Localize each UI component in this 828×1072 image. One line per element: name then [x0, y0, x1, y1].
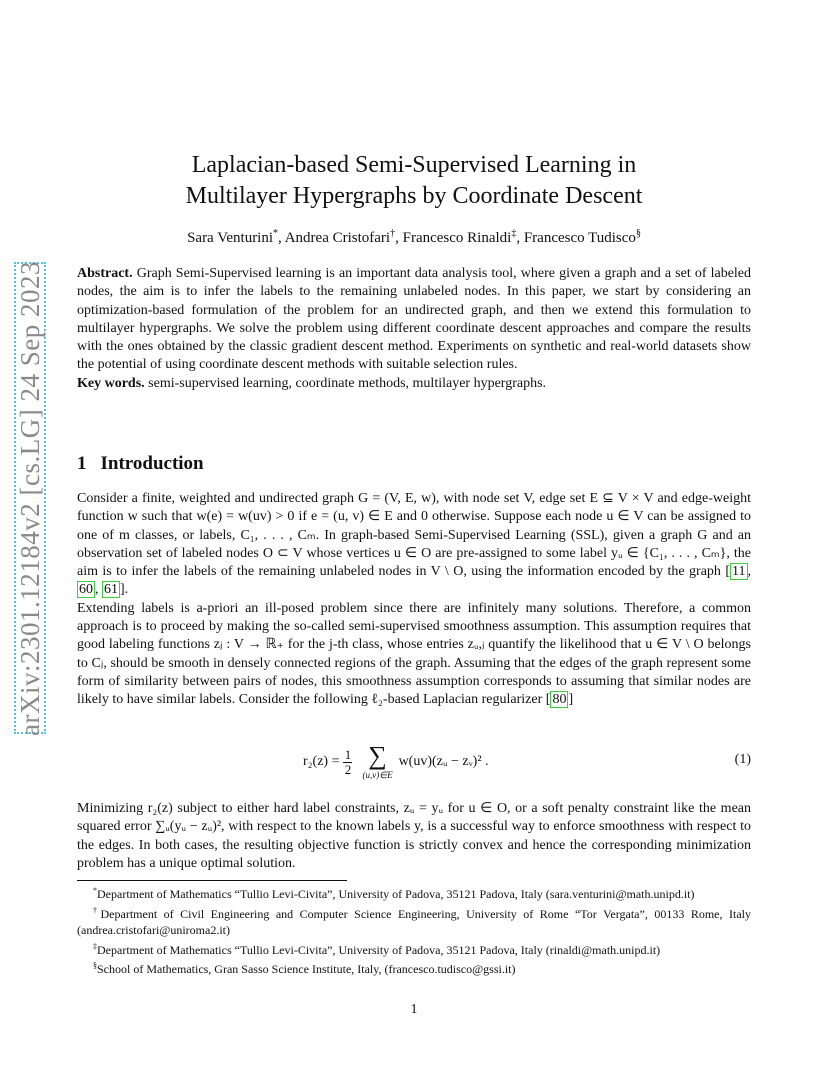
- footnote-3: [77, 939, 751, 959]
- footnote-3-mark: ‡: [93, 941, 97, 951]
- sigma-symbol: ∑: [368, 741, 387, 770]
- equation-body: [303, 741, 489, 780]
- author-2: Andrea Cristofari: [284, 230, 391, 246]
- footnote-4-text: School of Mathematics, Gran Sasso Science Institute, Italy, (francesco.tudisco@gssi.it): [97, 962, 516, 976]
- section-number: 1: [77, 453, 87, 474]
- abstract-text: Graph Semi-Supervised learning is an important data analysis tool, where given a graph and a set of labeled nodes, the aim is to infer the labels to the remaining unlabeled nodes. In this paper, we start by considering an optimization-based formulation of the problem for an undirected graph, and then we extend this formulation to multilayer hypergraphs. We solve the problem using different coordinate descent approaches and compare the results with the ones obtained by the classic gradient descent method. Experiments on synthetic and real-world datasets show the potential of using coordinate descent methods with suitable selection rules.: [77, 266, 752, 373]
- cite-bracket-open: [: [720, 564, 731, 580]
- author-3: Francesco Rinaldi: [402, 230, 512, 246]
- cite-bracket-open: [: [542, 692, 551, 708]
- footnote-1-mark: *: [93, 886, 97, 895]
- equation-rhs: w(uv)(zᵤ − zᵥ)² .: [398, 754, 489, 769]
- keywords-label: Key words.: [77, 375, 145, 391]
- cite-bracket-close: ]: [568, 692, 574, 708]
- author-2-mark: †: [390, 228, 396, 239]
- footnote-4: [77, 958, 751, 978]
- equation-fraction: [343, 748, 352, 777]
- summation: [362, 743, 392, 781]
- fraction-denominator: 2: [344, 761, 352, 777]
- section-title: Introduction: [100, 453, 204, 474]
- intro-paragraph-1: Consider a finite, weighted and undirected graph G = (V, E, w), with node set V, edge set E ⊆ V × V and edge-weight function w such that w(e) = w(uv) > 0 if e = (u, v) ∈ E and 0 otherwise. Suppose each node u ∈ V can be assigned to one of m classes, or labels, C₁, . . . , Cₘ. In graph-based Semi-Supervised Learning (SSL), given a graph G and an observation set of labeled nodes O ⊂ V whose vertices u ∈ O are pre-assigned to some label yᵤ ∈ {C₁, . . . , Cₘ}, the aim is to infer the labels of the remaining unlabeled nodes in V \ O, using the information encoded by the graph [ 11 , 60 , 61 ].: [77, 491, 752, 598]
- author-4: Francesco Tudisco: [523, 230, 636, 246]
- citation-link[interactable]: 60: [79, 582, 93, 598]
- citation-link[interactable]: 80: [552, 692, 567, 708]
- post-equation-paragraph: Minimizing r₂(z) subject to either hard label constraints, zᵤ = yᵤ for u ∈ O, or a soft penalty constraint like the mean squared error ∑ᵤ(yᵤ − zᵤ)², with respect to the known labels y, is a successful way to enforce smoothness with respect to the edges. In both cases, the resulting objective function is strictly convex and hence the corresponding minimization problem has a unique optimal solution.: [77, 801, 751, 871]
- footnote-1: [77, 883, 751, 903]
- footnote-2-mark: †: [93, 905, 101, 915]
- fraction-numerator: 1: [344, 746, 352, 762]
- author-list: Sara Venturini*, Andrea Cristofari†, Francesco Rinaldi‡, Francesco Tudisco§: [187, 228, 641, 246]
- footnote-2: [77, 903, 751, 939]
- equation-lhs: r₂(z) =: [303, 754, 340, 769]
- footnote-2-text: Department of Civil Engineering and Computer Science Engineering, University of Rome “Tor Vergata”, 00133 Rome, Italy (andrea.cristofari@uniroma2.it): [77, 906, 751, 937]
- intro-paragraph-2: [77, 600, 751, 710]
- author-1-mark: *: [273, 228, 279, 239]
- abstract-label: Abstract.: [77, 266, 133, 281]
- arxiv-stamp: [14, 262, 46, 734]
- summation-subscript: (u,v)∈E: [362, 770, 393, 780]
- equation-number: (1): [734, 752, 751, 767]
- citation-link[interactable]: 61: [104, 582, 118, 598]
- footnote-rule: [77, 880, 347, 881]
- title-line-2: Multilayer Hypergraphs by Coordinate Descent: [185, 183, 643, 209]
- footnotes: [77, 883, 751, 978]
- author-3-mark: ‡: [511, 228, 517, 239]
- footnote-1-text: Department of Mathematics “Tullio Levi-Civita”, University of Padova, 35121 Padova, Italy (sara.venturini@math.unipd.it): [97, 887, 695, 901]
- intro-p2-text: Extending labels is a-priori an ill-posed problem since there are infinitely many solutions. Therefore, a common approach is to proceed by making the so-called semi-supervised smoothness assumption. This assumption requires that good labeling functions zⱼ : V → ℝ₊ for the j-th class, whose entries zᵤ,ⱼ quantify the likelihood that u ∈ V \ O belongs to Cⱼ, should be smooth in densely connected regions of the graph. Assuming that the edges of the graph represent some form of similarity between pairs of nodes, this smoothness assumption corresponds to assuming that similar nodes are likely to have similar labels. Consider the following ℓ₂-based Laplacian regularizer: [77, 600, 751, 708]
- page-number: 1: [410, 1002, 418, 1017]
- paper-title: [77, 150, 751, 212]
- author-4-mark: §: [635, 228, 641, 239]
- abstract: [77, 265, 751, 393]
- citation-link[interactable]: 11: [732, 564, 746, 580]
- footnote-3-text: Department of Mathematics “Tullio Levi-Civita”, University of Padova, 35121 Padova, Italy (rinaldi@math.unipd.it): [97, 942, 661, 957]
- author-1: Sara Venturini: [187, 230, 274, 246]
- footnote-4-mark: §: [93, 961, 97, 970]
- keywords-text: semi-supervised learning, coordinate methods, multilayer hypergraphs.: [148, 375, 547, 391]
- cite-bracket-close: ].: [120, 582, 129, 598]
- introduction-body: [77, 490, 751, 710]
- equation-1: [77, 741, 751, 792]
- title-line-1: Laplacian-based Semi-Supervised Learning in: [191, 152, 637, 178]
- arxiv-id: arXiv:2301.12184v2 [cs.LG] 24 Sep 2023: [14, 260, 45, 736]
- intro-p1-text: Consider a finite, weighted and undirected graph G = (V, E, w), with node set V, edge set E ⊆ V × V and edge-weight function w such that w(e) = w(uv) > 0 if e = (u, v) ∈ E and 0 otherwise. Suppose each node u ∈ V can be assigned to one of m classes, or labels, C₁, . . . , Cₘ. In graph-based Semi-Supervised Learning (SSL), given a graph G and an observation set of labeled nodes O ⊂ V whose vertices u ∈ O are pre-assigned to some label yᵤ ∈ {C₁, . . . , Cₘ}, the aim is to infer the labels of the remaining unlabeled nodes in V \ O, using the information encoded by the graph: [77, 491, 751, 580]
- section-heading: [77, 453, 751, 475]
